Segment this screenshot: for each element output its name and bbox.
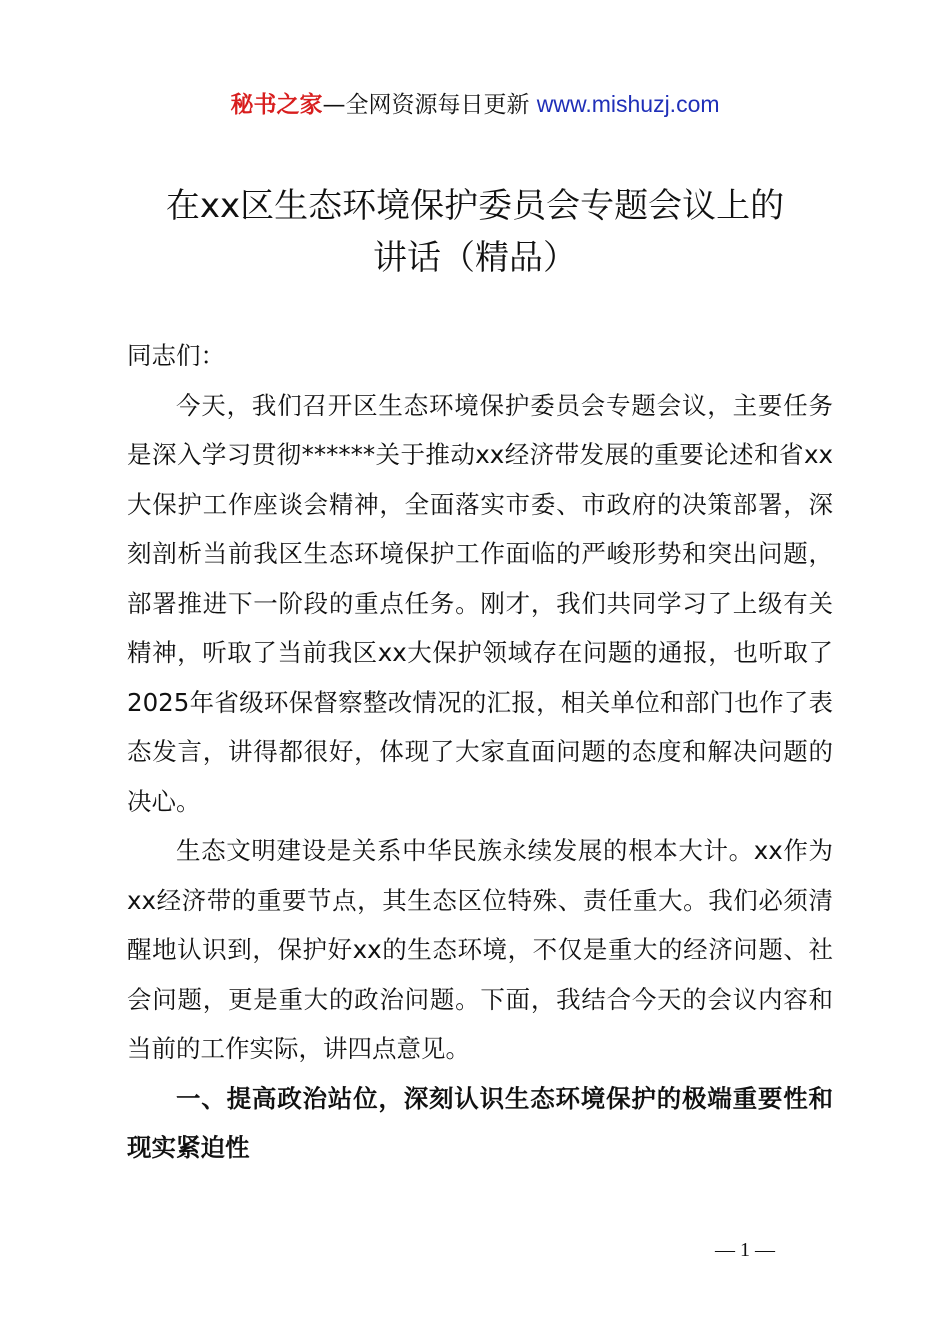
- document-title: [120, 180, 830, 284]
- header-tagline: —全网资源每日更新: [322, 92, 537, 118]
- site-url-link[interactable]: www.mishuzj.com: [536, 91, 720, 117]
- page-number: — 1 —: [715, 1239, 775, 1261]
- salutation: 同志们：: [127, 341, 225, 370]
- brand-name: 秘书之家: [230, 92, 323, 118]
- paragraph-ecology: 生态文明建设是关系中华民族永续发展的根本大计。xx作为xx经济带的重要节点，其生态区位特殊、责任重大。我们必须清醒地认识到，保护好xx的生态环境，不仅是重大的经济问题、社会问题，更是重大的政治问题。下面，我结合今天的会议内容和当前的工作实际，讲四点意见。: [127, 836, 833, 1063]
- header-banner: [0, 88, 950, 121]
- document-body: [127, 331, 833, 1173]
- section-heading-1: 一、提高政治站位，深刻认识生态环境保护的极端重要性和现实紧迫性: [127, 1083, 833, 1162]
- title-line-1: 在xx区生态环境保护委员会专题会议上的: [165, 186, 785, 226]
- title-line-2: 讲话（精品）: [373, 238, 577, 278]
- paragraph-opening: 今天，我们召开区生态环境保护委员会专题会议，主要任务是深入学习贯彻******关于推动xx经济带发展的重要论述和省xx大保护工作座谈会精神，全面落实市委、市政府的决策部署，深刻剖析当前我区生态环境保护工作面临的严峻形势和突出问题，部署推进下一阶段的重点任务。刚才，我们共同学习了上级有关精神，听取了当前我区xx大保护领域存在问题的通报，也听取了2025年省级环保督察整改情况的汇报，相关单位和部门也作了表态发言，讲得都很好，体现了大家直面问题的态度和解决问题的决心。: [127, 390, 833, 816]
